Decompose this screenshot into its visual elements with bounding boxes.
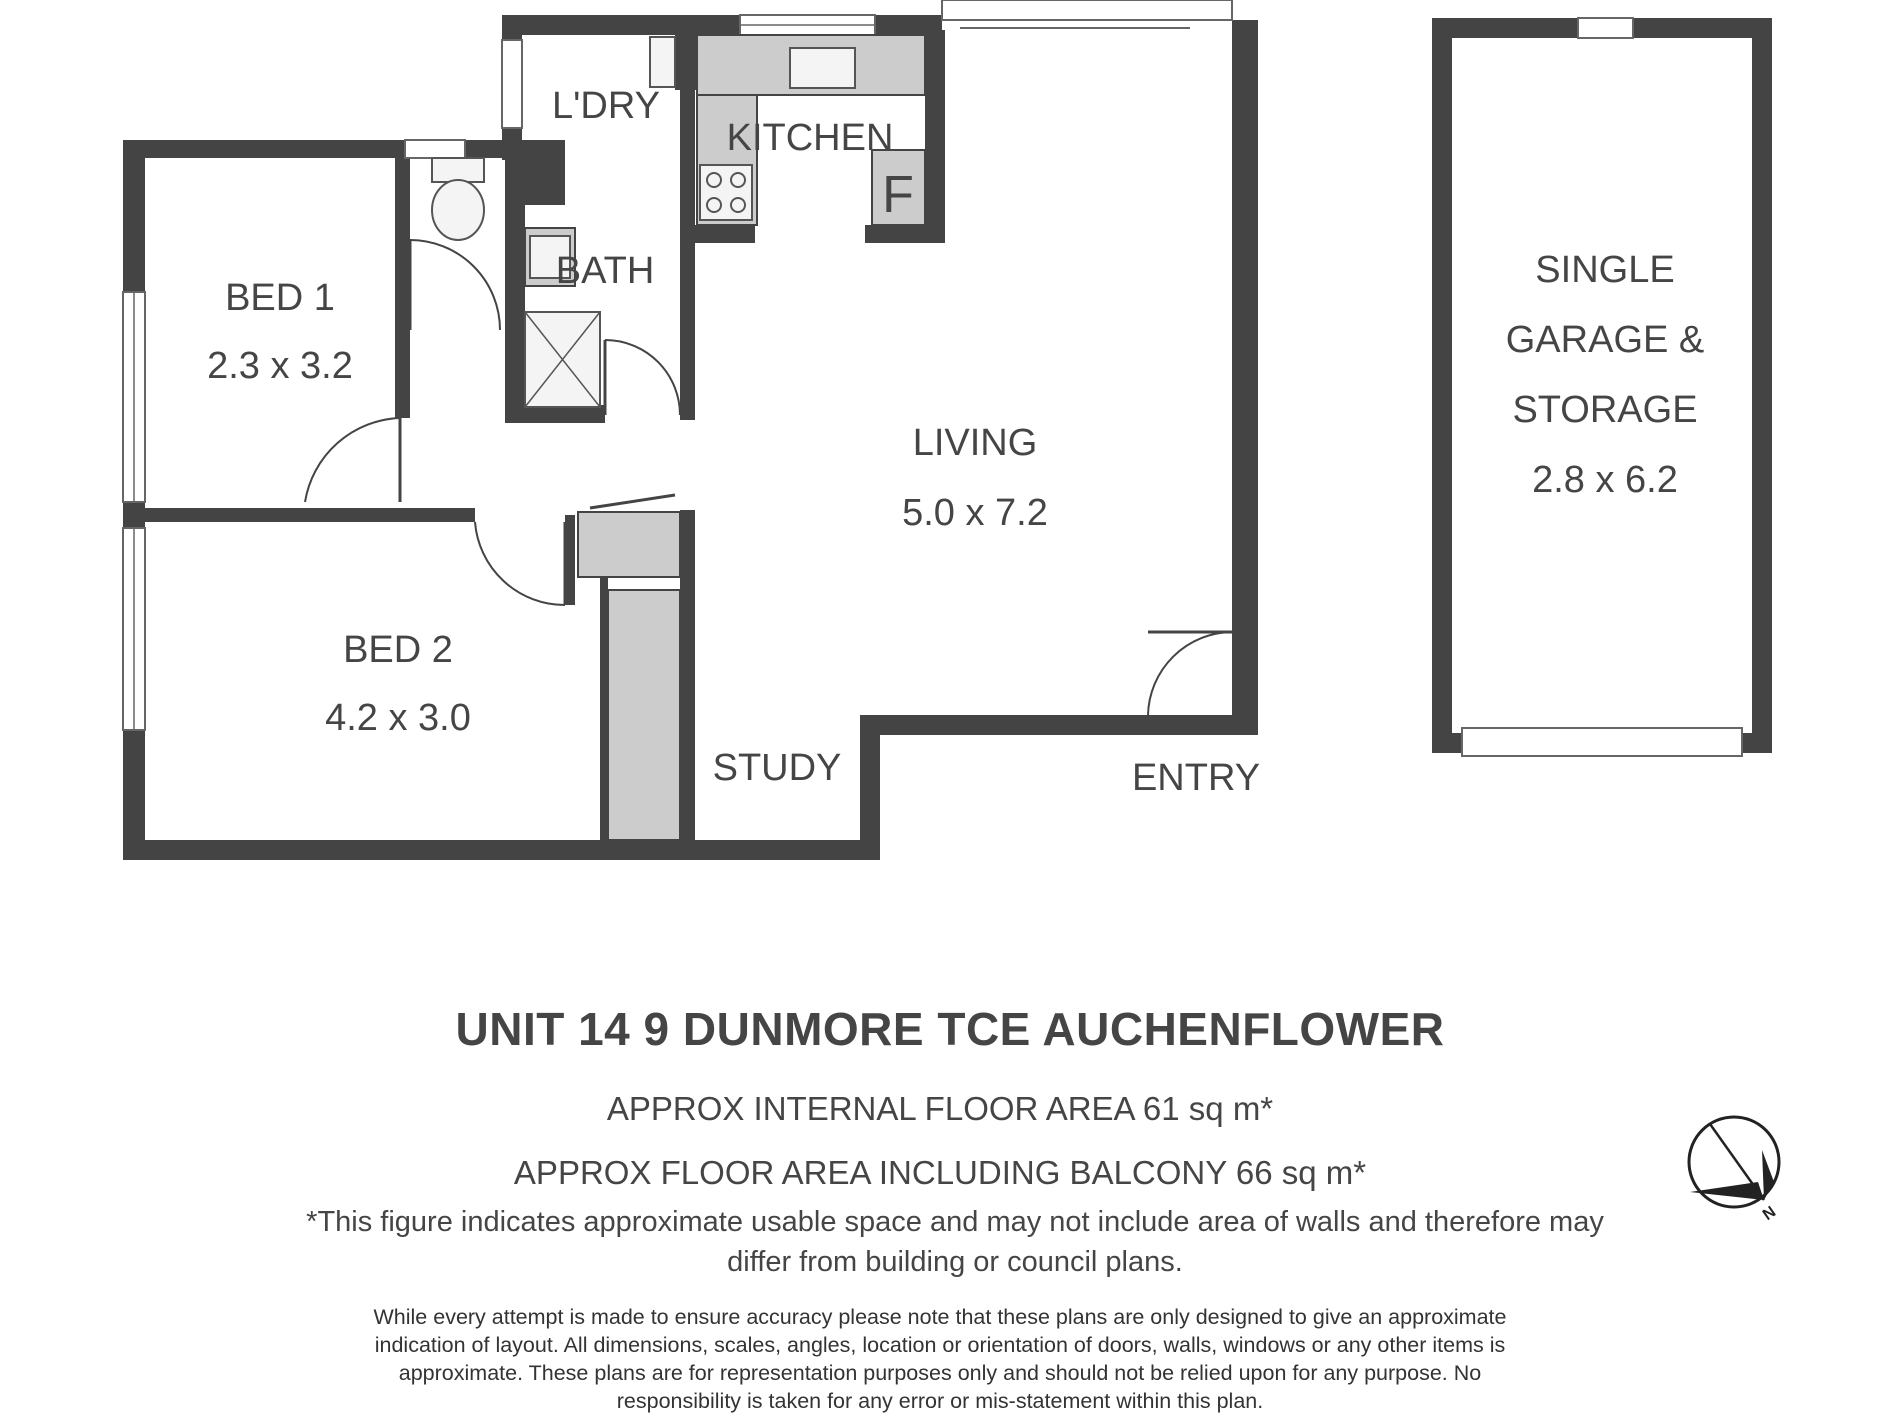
room-name-kitchen: KITCHEN: [726, 117, 894, 159]
disclaimer-line: responsibility is taken for any error or mis-statement within this plan.: [616, 1389, 1264, 1413]
room-size-garage: 2.8 x 6.2: [1532, 459, 1678, 501]
kitchen-sink: [790, 48, 855, 88]
internal-floor-area: APPROX INTERNAL FLOOR AREA 61 sq m*: [606, 1090, 1274, 1127]
garage-label-line-3: STORAGE: [1512, 389, 1698, 431]
garage-door: [1462, 728, 1742, 756]
window-garage: [1578, 18, 1633, 38]
toilet-bowl: [432, 180, 484, 240]
study-desk: [608, 590, 680, 840]
compass: [1680, 1110, 1800, 1230]
property-address-title: UNIT 14 9 DUNMORE TCE AUCHENFLOWER: [455, 1003, 1445, 1055]
room-size-bed2: 4.2 x 3.0: [325, 697, 471, 739]
garage-label-line-1: SINGLE: [1535, 249, 1675, 291]
unit-walls: [123, 15, 1261, 860]
room-name-bath: BATH: [555, 250, 655, 292]
room-name-bed2: BED 2: [343, 629, 453, 671]
room-size-bed1: 2.3 x 3.2: [207, 345, 353, 387]
room-size-living: 5.0 x 7.2: [902, 492, 1048, 534]
room-name-laundry: L'DRY: [552, 85, 660, 127]
sliding-door-balcony: [942, 0, 1232, 20]
area-note-line: *This figure indicates approximate usable space and may not include area of walls and therefore may: [306, 1206, 1604, 1238]
area-note: [230, 1202, 1680, 1282]
window-bath: [405, 140, 465, 158]
room-name-bed1: BED 1: [225, 277, 335, 319]
area-note-line: differ from building or council plans.: [727, 1246, 1183, 1278]
room-labels: [207, 85, 1704, 799]
laundry-tub: [650, 37, 675, 87]
window-laundry: [502, 40, 522, 128]
garage-walls: [1432, 18, 1772, 756]
room-name-living: LIVING: [912, 422, 1038, 464]
fridge-label: F: [882, 166, 914, 224]
total-floor-area: APPROX FLOOR AREA INCLUDING BALCONY 66 sq m*: [513, 1154, 1367, 1191]
cupboard: [578, 512, 680, 577]
toilet-cistern: [432, 158, 484, 182]
room-name-study: STUDY: [712, 747, 842, 789]
garage-label-line-2: GARAGE &: [1505, 319, 1705, 361]
disclaimer: [280, 1303, 1600, 1415]
compass-north-letter: N: [1759, 1203, 1780, 1224]
disclaimer-line: indication of layout. All dimensions, scales, angles, location or orientation of doors, walls, windows or any other items is: [374, 1333, 1506, 1357]
cooktop: [700, 165, 752, 220]
room-name-entry: ENTRY: [1131, 757, 1261, 799]
disclaimer-line: approximate. These plans are for representation purposes only and should not be relied upon for any purpose. No: [398, 1361, 1482, 1385]
disclaimer-line: While every attempt is made to ensure accuracy please note that these plans are only designed to give an approximate: [373, 1305, 1507, 1329]
